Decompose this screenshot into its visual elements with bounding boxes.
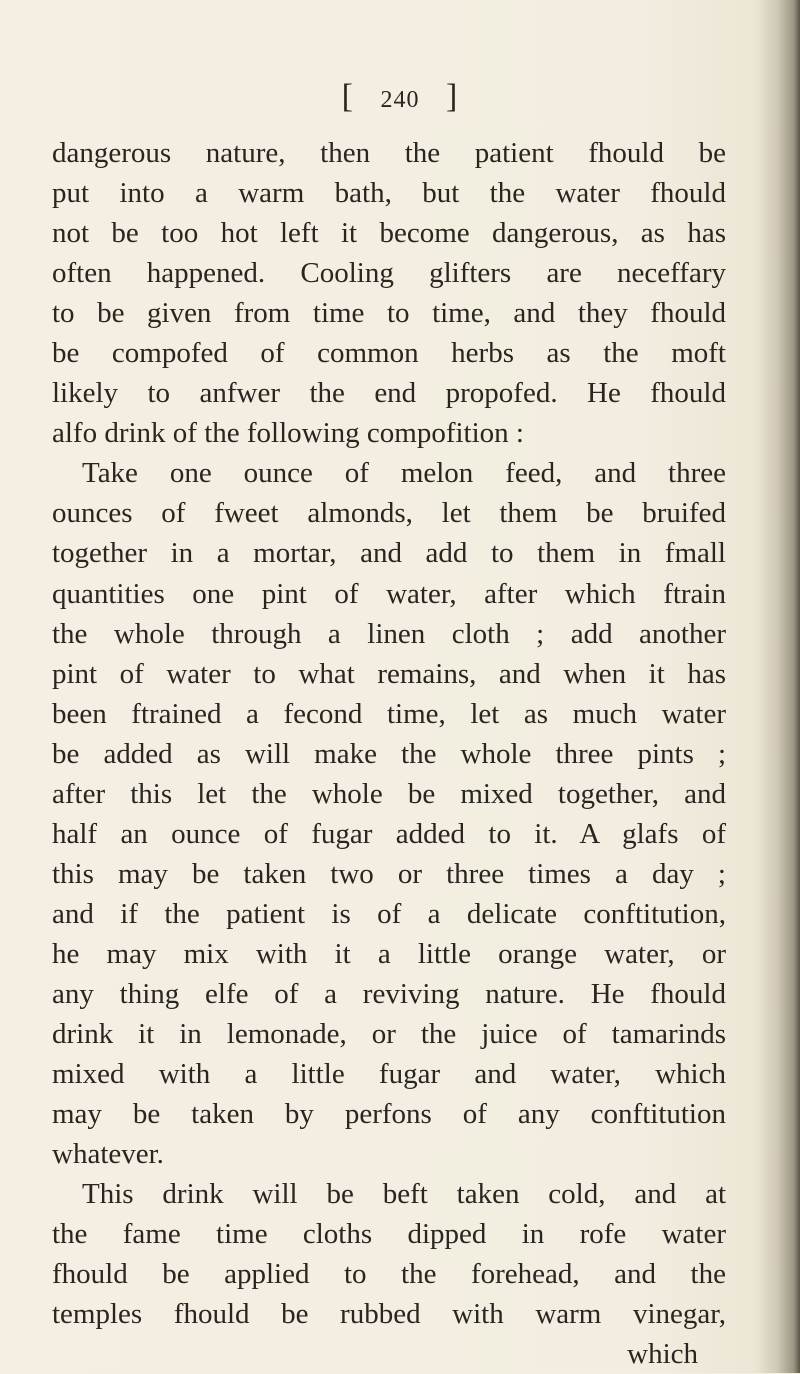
text-line: together in a mortar, and add to them in fmall [52,537,726,570]
text-line: drink it in lemonade, or the juice of tamarinds [52,1018,726,1051]
text-line: and if the patient is of a delicate conftitution, [52,897,726,930]
text-line: to be given from time to time, and they fhould [52,297,726,330]
bracket-close: ] [446,78,459,115]
text-line: alfo drink of the following compofition : [52,417,524,450]
text-line: often happened. Cooling glifters are neceffary [52,257,726,290]
catchword: which [627,1338,698,1371]
text-line: half an ounce of fugar added to it. A glafs of [52,817,726,850]
text-line: pint of water to what remains, and when it has [52,657,726,690]
text-line: This drink will be beft taken cold, and at [82,1178,726,1211]
text-line: be added as will make the whole three pints ; [52,737,726,770]
page-number: 240 [380,87,420,113]
page-edge-shadow [758,0,800,1373]
text-line: he may mix with it a little orange water, or [52,937,726,970]
text-line: mixed with a little fugar and water, which [52,1058,726,1091]
text-line: fhould be applied to the forehead, and the [52,1258,726,1291]
text-line: the whole through a linen cloth ; add another [52,617,726,650]
text-line: not be too hot left it become dangerous, as has [52,217,726,250]
text-line: whatever. [52,1138,164,1171]
bracket-open: [ [341,78,354,115]
text-line: any thing elfe of a reviving nature. He fhould [52,977,726,1010]
text-line: be compofed of common herbs as the moft [52,337,726,370]
text-line: Take one ounce of melon feed, and three [82,457,726,490]
text-line: may be taken by perfons of any conftitution [52,1098,726,1131]
text-line: been ftrained a fecond time, let as much water [52,697,726,730]
body-text [52,133,726,1374]
text-line: this may be taken two or three times a day ; [52,857,726,890]
text-line: the fame time cloths dipped in rofe water [52,1218,726,1251]
text-line: likely to anfwer the end propofed. He fhould [52,377,726,410]
text-line: ounces of fweet almonds, let them be bruifed [52,497,726,530]
text-line: after this let the whole be mixed together, and [52,777,726,810]
text-line: temples fhould be rubbed with warm vinegar, [52,1298,726,1331]
text-line: put into a warm bath, but the water fhould [52,177,726,210]
text-line: quantities one pint of water, after which ftrain [52,577,726,610]
page-header [0,78,800,116]
text-line: dangerous nature, then the patient fhould be [52,137,726,169]
